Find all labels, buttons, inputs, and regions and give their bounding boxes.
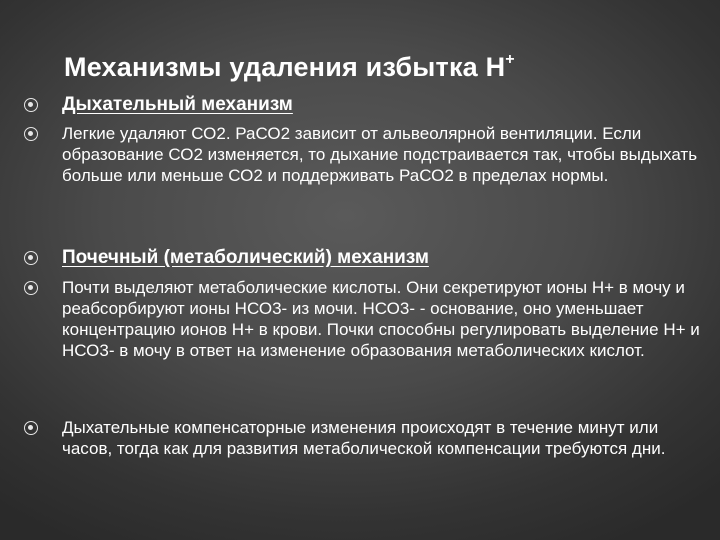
bullet-icon: [24, 127, 38, 141]
bullet-icon: [24, 421, 38, 435]
bullet-icon: [24, 281, 38, 295]
compensation-text: Дыхательные компенсаторные изменения происходят в течение минут или часов, тогда как для развития метаболической компенсации требуются дни.: [62, 418, 666, 458]
slide-title: [64, 52, 515, 83]
bullet-icon: [24, 98, 38, 112]
respiratory-mechanism-text: Легкие удаляют СО2. РаСО2 зависит от альвеолярной вентиляции. Если образование СО2 изменяется, то дыхание подстраивается так, чтобы выдыхать больше или меньше СО2 и поддерживать РаСО2 в пределах нормы.: [62, 124, 698, 185]
renal-mechanism-heading: Почечный (метаболический) механизм: [62, 247, 429, 268]
bullet-icon: [24, 251, 38, 265]
slide-title-text: Механизмы удаления избытка Н: [64, 52, 506, 82]
respiratory-mechanism-heading: Дыхательный механизм: [62, 94, 293, 115]
slide-title-superscript: +: [505, 51, 515, 68]
renal-mechanism-text: Почти выделяют метаболические кислоты. Они секретируют ионы Н+ в мочу и реабсорбируют ионы НСО3- из мочи. НСО3- - основание, оно уменьшает концентрацию ионов Н+ в крови. Почки способны регулировать выделение Н+ и НСО3- в мочу в ответ на изменение образования метаболических кислот.: [62, 278, 700, 360]
